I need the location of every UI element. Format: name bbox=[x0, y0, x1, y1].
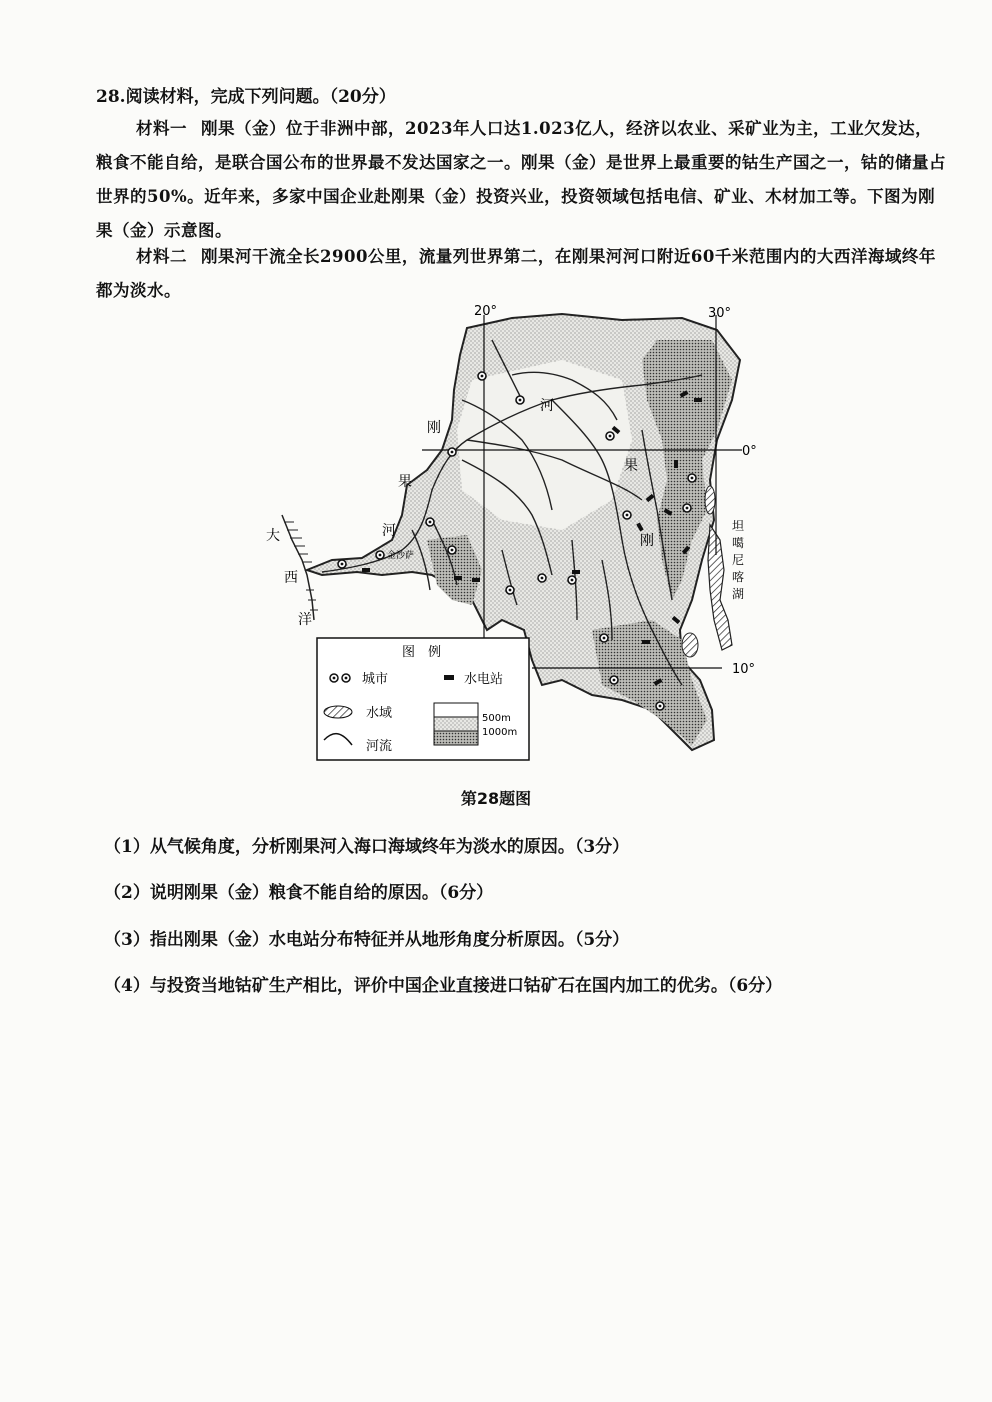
map-legend bbox=[317, 638, 529, 760]
legend-city-label: 城市 bbox=[362, 672, 389, 687]
river-char-guo-1: 果 bbox=[398, 474, 412, 490]
lake-kivu bbox=[705, 486, 715, 514]
legend-water-label: 水域 bbox=[366, 706, 393, 721]
material-one bbox=[96, 112, 946, 248]
legend-elev-low bbox=[434, 703, 478, 717]
legend-river-label: 河流 bbox=[366, 739, 393, 754]
legend-hydro-label: 水电站 bbox=[464, 672, 504, 687]
lake-tanganyika bbox=[708, 525, 732, 650]
river-char-gang-1: 刚 bbox=[427, 420, 441, 436]
lake-char-3: 尼 bbox=[732, 553, 745, 567]
atlantic-coast bbox=[282, 515, 314, 620]
lake-char-5: 湖 bbox=[732, 587, 745, 601]
lake-char-4: 喀 bbox=[732, 570, 745, 584]
question-heading: 28.阅读材料，完成下列问题。（20分） bbox=[96, 87, 396, 107]
material-two-text: 刚果河干流全长2900公里，流量列世界第二，在刚果河河口附近60千米范围内的大西洋海域终年都为淡水。 bbox=[96, 247, 936, 300]
river-char-he-2: 河 bbox=[540, 398, 554, 414]
legend-elev-high bbox=[434, 731, 478, 745]
sub-question-4: （4）与投资当地钴矿生产相比，评价中国企业直接进口钴矿石在国内加工的优劣。（6分） bbox=[104, 976, 783, 996]
hydro-station bbox=[674, 460, 678, 468]
hydro-station bbox=[472, 578, 480, 582]
sub-question-3: （3）指出刚果（金）水电站分布特征并从地形角度分析原因。（5分） bbox=[104, 930, 630, 950]
lake-char-2: 噶 bbox=[732, 536, 745, 550]
hydro-station bbox=[362, 568, 370, 572]
river-char-gang-2: 刚 bbox=[640, 533, 654, 549]
ocean-hatching bbox=[284, 522, 318, 610]
legend-hydro-icon bbox=[444, 675, 454, 680]
figure-caption: 第28题图 bbox=[460, 789, 532, 808]
legend-title: 图 例 bbox=[402, 645, 442, 660]
hydro-station bbox=[642, 640, 650, 644]
lat-label-10: 10° bbox=[732, 662, 756, 677]
lake-mweru bbox=[682, 633, 698, 657]
material-two bbox=[96, 240, 946, 308]
sub-question-1: （1）从气候角度，分析刚果河入海口海域终年为淡水的原因。（3分） bbox=[104, 837, 630, 857]
capital-label: 金沙萨 bbox=[387, 551, 415, 561]
river-char-he-1: 河 bbox=[382, 523, 396, 539]
lon-label-20: 20° bbox=[474, 304, 498, 319]
river-char-guo-2: 果 bbox=[624, 458, 638, 474]
hydro-station bbox=[694, 398, 702, 402]
congo-map bbox=[262, 300, 762, 770]
ocean-char-1: 大 bbox=[266, 528, 280, 544]
hydro-station bbox=[572, 570, 580, 574]
ocean-char-2: 西 bbox=[284, 570, 298, 586]
legend-elev-1000: 1000m bbox=[482, 727, 518, 738]
material-two-label: 材料二 bbox=[136, 247, 187, 266]
lake-char-1: 坦 bbox=[732, 519, 745, 533]
material-one-label: 材料一 bbox=[136, 119, 187, 138]
legend-elev-mid bbox=[434, 717, 478, 731]
hydro-station bbox=[454, 576, 462, 580]
lon-label-30: 30° bbox=[708, 306, 732, 321]
lat-label-0: 0° bbox=[742, 444, 757, 459]
sub-question-2: （2）说明刚果（金）粮食不能自给的原因。（6分） bbox=[104, 883, 494, 903]
ocean-char-3: 洋 bbox=[298, 612, 312, 628]
legend-elev-500: 500m bbox=[482, 713, 511, 724]
material-one-text: 刚果（金）位于非洲中部，2023年人口达1.023亿人，经济以农业、采矿业为主，工业欠发达，粮食不能自给，是联合国公布的世界最不发达国家之一。刚果（金）是世界上最重要的钴生产国之一，钴的储量占世界的50%。近年来，多家中国企业赴刚果（金）投资兴业，投资领域包括电信、矿业、木材加工等。下图为刚果（金）示意图。 bbox=[96, 119, 946, 240]
legend-water-icon bbox=[324, 706, 352, 718]
